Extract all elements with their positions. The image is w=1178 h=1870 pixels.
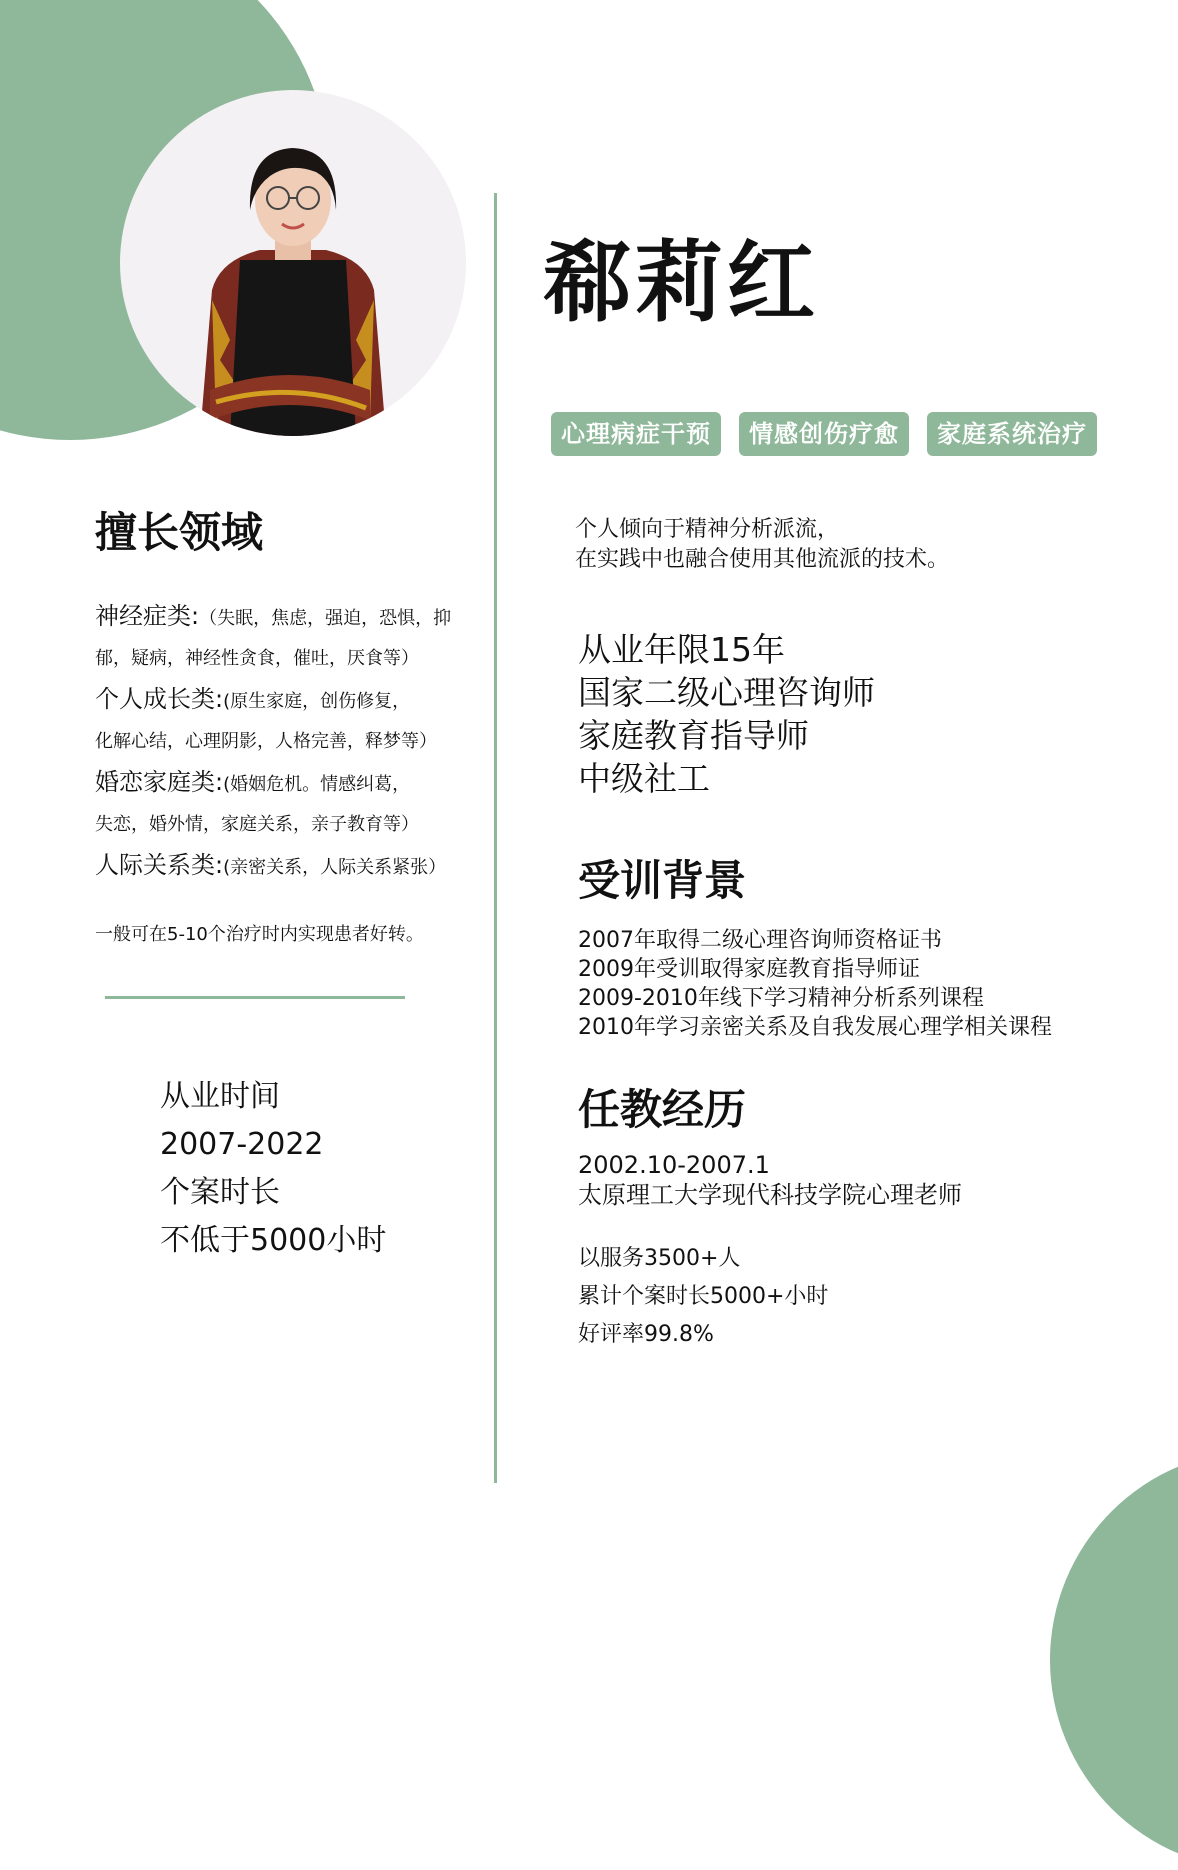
expertise-description: （失眠，焦虑，强迫，恐惧，抑 (199, 608, 452, 629)
expertise-line (95, 845, 475, 888)
expertise-section-title: 擅长领域 (95, 508, 264, 557)
training-item: 2007年取得二级心理咨询师资格证书 (578, 928, 942, 953)
expertise-description: 失恋，婚外情，家庭关系，亲子教育等） (95, 814, 419, 835)
case-hours-label: 个案时长 (160, 1175, 280, 1210)
tag-family-systems-therapy: 家庭系统治疗 (927, 412, 1097, 456)
expertise-line (95, 805, 475, 845)
expertise-line (95, 762, 475, 805)
expertise-description: (亲密关系，人际关系紧张） (223, 857, 447, 878)
expertise-category: 个人成长类: (95, 685, 224, 713)
therapy-philosophy (575, 515, 949, 575)
credential-item: 从业年限15年 (578, 630, 785, 669)
expertise-list (95, 596, 475, 888)
training-item: 2010年学习亲密关系及自我发展心理学相关课程 (578, 1015, 1052, 1040)
expertise-description: (婚姻危机。情感纠葛， (223, 774, 411, 795)
training-item: 2009-2010年线下学习精神分析系列课程 (578, 986, 984, 1011)
expertise-line (95, 722, 475, 762)
profile-photo (120, 90, 466, 436)
treatment-note: 一般可在5-10个治疗时内实现患者好转。 (95, 924, 424, 945)
practice-years-label: 从业时间 (160, 1079, 280, 1114)
credential-item: 家庭教育指导师 (578, 716, 809, 755)
decorative-green-circle-bottom-right (1050, 1450, 1178, 1870)
expertise-line (95, 639, 475, 679)
credential-item: 国家二级心理咨询师 (578, 673, 875, 712)
teaching-section-title: 任教经历 (578, 1085, 747, 1134)
training-list (578, 926, 1052, 1042)
training-section-title: 受训背景 (578, 856, 747, 905)
credential-item: 中级社工 (578, 759, 710, 798)
person-name: 郗莉红 (543, 231, 820, 334)
credentials-list (578, 628, 875, 800)
expertise-line (95, 679, 475, 722)
philosophy-line: 在实践中也融合使用其他流派的技术。 (575, 547, 950, 572)
stat-item: 累计个案时长5000+小时 (578, 1284, 829, 1309)
horizontal-divider (105, 996, 405, 999)
tag-emotional-trauma-healing: 情感创伤疗愈 (739, 412, 909, 456)
specialty-tags (551, 412, 1097, 456)
vertical-divider (494, 193, 497, 1483)
expertise-description: 郁，疑病，神经性贪食，催吐，厌食等） (95, 648, 419, 669)
service-stats (578, 1240, 828, 1354)
expertise-category: 婚恋家庭类: (95, 768, 224, 796)
expertise-description: (原生家庭，创伤修复， (223, 691, 411, 712)
philosophy-line: 个人倾向于精神分析派流， (575, 517, 840, 542)
tag-psychological-intervention: 心理病症干预 (551, 412, 721, 456)
training-item: 2009年受训取得家庭教育指导师证 (578, 957, 920, 982)
teaching-period: 2002.10-2007.1 (578, 1151, 770, 1179)
expertise-description: 化解心结，心理阴影，人格完善，释梦等） (95, 731, 437, 752)
expertise-category: 人际关系类: (95, 851, 224, 879)
teaching-details (578, 1150, 962, 1210)
expertise-line (95, 596, 475, 639)
stat-item: 以服务3500+人 (578, 1246, 741, 1271)
stat-item: 好评率99.8% (578, 1322, 714, 1347)
expertise-category: 神经症类: (95, 602, 200, 630)
practice-years-value: 2007-2022 (160, 1127, 324, 1162)
teaching-position: 太原理工大学现代科技学院心理老师 (578, 1181, 962, 1209)
case-hours-value: 不低于5000小时 (160, 1223, 387, 1258)
practice-experience (160, 1073, 386, 1265)
